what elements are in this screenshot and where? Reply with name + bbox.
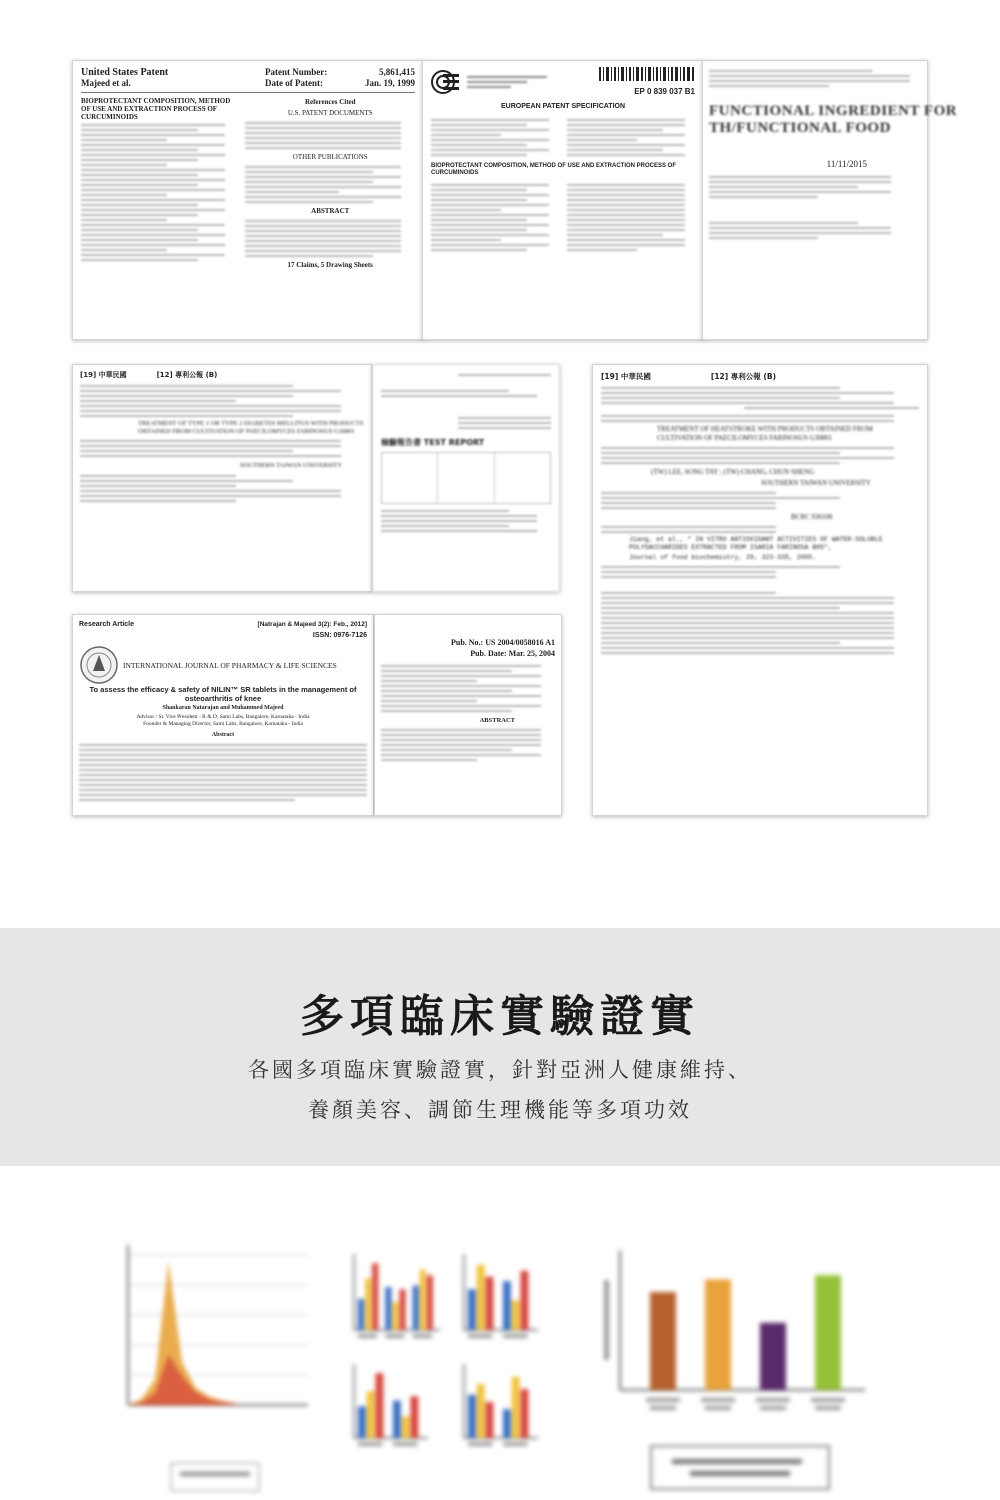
ijp-ref: [Natrajan & Majeed 3(2): Feb., 2012] — [257, 621, 367, 628]
patent-number-label: Patent Number: — [265, 67, 328, 77]
us-pub-abstract: ABSTRACT — [479, 717, 515, 724]
patent-heading: United States Patent — [81, 67, 169, 78]
bar-chart-5-tick-label — [701, 1398, 735, 1402]
epo-logo-icon — [431, 70, 461, 94]
bar-chart-2-bar — [468, 1289, 476, 1330]
bar-chart-5-bar — [705, 1279, 731, 1390]
ijp-journal: INTERNATIONAL JOURNAL OF PHARMACY & LIFE SCIENCES — [123, 660, 337, 670]
journal-logo-icon — [79, 645, 119, 685]
legend-box — [650, 1445, 830, 1490]
bar-chart-5-bar — [760, 1323, 786, 1390]
tw-a-type: [12] 專利公報 (B) — [156, 371, 218, 379]
bar-chart-5-y-label — [604, 1280, 609, 1360]
patent-title: BIOPROTECTANT COMPOSITION, METHOD OF USE AND EXTRACTION PROCESS OF CURCUMINOIDS — [81, 97, 231, 121]
bar-chart-2-bar — [512, 1300, 520, 1330]
bar-chart-3-bar — [376, 1373, 384, 1438]
bar-chart-5-tick-label — [811, 1398, 845, 1402]
bar-chart-1-bar — [420, 1269, 426, 1330]
us-pub-number: Pub. No.: US 2004/0058016 A1 — [450, 638, 555, 647]
korea-title-line2: TH/FUNCTIONAL FOOD — [709, 120, 891, 136]
bar-chart-5 — [600, 1240, 870, 1420]
ijp-issn: ISSN: 0976-7126 — [312, 632, 367, 639]
bar-chart-2-bar — [503, 1281, 511, 1330]
bar-chart-4-tick-label — [468, 1442, 493, 1446]
us-pub-date: Pub. Date: Mar. 25, 2004 — [470, 649, 555, 658]
bar-chart-2 — [460, 1250, 540, 1342]
tw-b-header: [19] 中華民國 — [601, 372, 651, 381]
ep-number: EP 0 839 037 B1 — [634, 87, 695, 96]
banner-subtitle-line2: 養顏美容、調節生理機能等多項功效 — [308, 1098, 692, 1122]
tw-patent-b-document — [592, 364, 928, 816]
us-patent-document — [72, 60, 424, 340]
bar-chart-1 — [350, 1250, 442, 1342]
tw-a-header: [19] 中華民國 — [80, 371, 127, 379]
bar-chart-4-bar — [477, 1384, 485, 1438]
ijp-abstract-heading: Abstract — [211, 732, 235, 738]
bar-chart-4-bar — [486, 1402, 494, 1438]
bar-chart-1-bar — [427, 1275, 433, 1330]
bar-chart-1-tick-label — [413, 1334, 432, 1338]
us-patent-documents: U.S. PATENT DOCUMENTS — [287, 109, 373, 117]
bar-chart-3-bar — [358, 1406, 366, 1438]
bar-chart-3-bar — [367, 1391, 375, 1438]
bar-chart-4-tick-label — [503, 1442, 528, 1446]
patent-inventor: Majeed et al. — [81, 78, 131, 88]
bar-chart-1-bar — [413, 1286, 419, 1330]
bar-chart-3-bar — [402, 1416, 410, 1438]
bar-chart-1-bar — [392, 1302, 398, 1330]
bar-chart-2-tick-label — [503, 1334, 528, 1338]
banner-title: 多項臨床實驗證實 — [300, 991, 700, 1042]
bar-chart-5-tick-label — [646, 1398, 680, 1402]
bar-chart-3-bar — [411, 1396, 419, 1438]
bar-chart-1-bar — [385, 1287, 391, 1330]
bar-chart-5-tick-label — [815, 1406, 841, 1410]
bar-chart-1-bar — [399, 1289, 405, 1330]
bar-chart-3-tick-label — [358, 1442, 383, 1446]
bar-chart-5-tick-label — [760, 1406, 786, 1410]
bar-chart-5-tick-label — [650, 1406, 676, 1410]
korea-certificate-document — [702, 60, 958, 340]
tw-b-treatment: TREATMENT OF HEATSTROKE WITH PRODUCTS OBTAINED FROM CULTIVATION OF PAECILOMYCES FARINOSUS G30801 — [657, 425, 873, 442]
barcode-icon — [599, 67, 695, 81]
bar-chart-2-bar — [521, 1271, 529, 1330]
ep-patent-document — [422, 60, 704, 340]
bar-chart-1-bar — [372, 1263, 378, 1330]
bar-chart-4-bar — [468, 1395, 476, 1438]
ep-title: BIOPROTECTANT COMPOSITION, METHOD OF USE AND EXTRACTION PROCESS OF CURCUMINOIDS — [431, 163, 677, 176]
bar-chart-4-bar — [512, 1377, 520, 1438]
test-report-document — [372, 364, 560, 592]
bar-chart-4 — [460, 1360, 540, 1450]
tw-b-inventors: (TW) LEE, SONG TAY ; (TW) CHANG, CHUN SHENG — [651, 468, 815, 476]
bar-chart-2-bar — [477, 1265, 485, 1330]
ijp-article-document — [72, 614, 374, 816]
area-chart — [118, 1240, 308, 1420]
clinical-banner — [0, 928, 1000, 1166]
bar-chart-4-bar — [503, 1409, 511, 1438]
ep-spec-heading: EUROPEAN PATENT SPECIFICATION — [500, 103, 626, 110]
bar-chart-5-tick-label — [705, 1406, 731, 1410]
patent-date-label: Date of Patent: — [265, 78, 323, 88]
references-cited: References Cited — [304, 98, 356, 106]
bar-chart-4-bar — [521, 1389, 529, 1438]
banner-subtitle-line1: 各國多項臨床實驗證實，針對亞洲人健康維持、 — [248, 1058, 752, 1082]
ijp-authors: Shankaran Natarajan and Muhammed Majeed — [162, 705, 284, 711]
korea-date: 11/11/2015 — [826, 159, 867, 169]
tw-a-treatment: TREATMENT OF TYPE 1 OR TYPE 2 DIABETES MELLITUS WITH PRODUCTS OBTAINED FROM CULTIVATION OF PAECILOMYCES FARINOSUS G30801 — [138, 420, 364, 435]
bar-chart-2-bar — [486, 1277, 494, 1330]
bar-chart-5-bar — [650, 1292, 676, 1390]
tw-b-university: SOUTHERN TAIWAN UNIVERSITY — [761, 479, 871, 487]
bar-chart-2-tick-label — [468, 1334, 493, 1338]
bar-chart-3-tick-label — [393, 1442, 418, 1446]
tw-a-university: SOUTHERN TAIWAN UNIVERSITY — [240, 462, 342, 469]
bar-chart-1-bar — [358, 1299, 364, 1330]
ijp-label: Research Article — [79, 621, 134, 628]
korea-title-line1: FUNCTIONAL INGREDIENT FOR — [709, 103, 958, 119]
ijp-title: To assess the efficacy & safety of NILIN™ SR tablets in the management of osteoarthritis of knee — [89, 685, 357, 703]
us-publication-document — [374, 614, 562, 816]
bar-chart-3-bar — [393, 1401, 401, 1438]
tw-b-citation: Jiang, et al., " IN VITRO ANTIOXIDANT ACTIVITIES OF WATER-SOLUBLE POLYSACCHARIDES EXTRACTED FROM ISARIA FARINOSA B05", — [629, 536, 883, 551]
other-publications: OTHER PUBLICATIONS — [292, 153, 368, 161]
tw-b-type: [12] 專利公報 (B) — [710, 372, 776, 381]
tw-patent-a-document — [72, 364, 372, 592]
ijp-affil1: Advisor / Sr. Vice President - R & D, Sami Labs, Bangalore, Karnataka - India — [136, 714, 310, 720]
patent-abstract-heading: ABSTRACT — [311, 207, 350, 215]
patent-claims: 17 Claims, 5 Drawing Sheets — [287, 261, 373, 269]
ijp-affil2: Founder & Managing Director, Sami Labs, Bangalore, Karnataka - India — [143, 721, 303, 727]
bar-chart-3 — [350, 1360, 430, 1450]
test-report-title: 檢驗報告書 TEST REPORT — [381, 438, 485, 447]
patent-number: 5,861,415 — [379, 67, 415, 77]
bar-chart-1-bar — [365, 1278, 371, 1330]
patent-date: Jan. 19, 1999 — [364, 78, 415, 88]
bar-chart-1-tick-label — [385, 1334, 404, 1338]
tw-b-journal: Journal of food biochemistry, 29, 323-335, 2005. — [629, 554, 817, 561]
bar-chart-5-tick-label — [756, 1398, 790, 1402]
tw-b-ref: BCRC 930108 — [791, 513, 833, 521]
bar-chart-1-tick-label — [358, 1334, 377, 1338]
legend-box-small — [170, 1462, 260, 1492]
bar-chart-5-bar — [815, 1275, 841, 1390]
